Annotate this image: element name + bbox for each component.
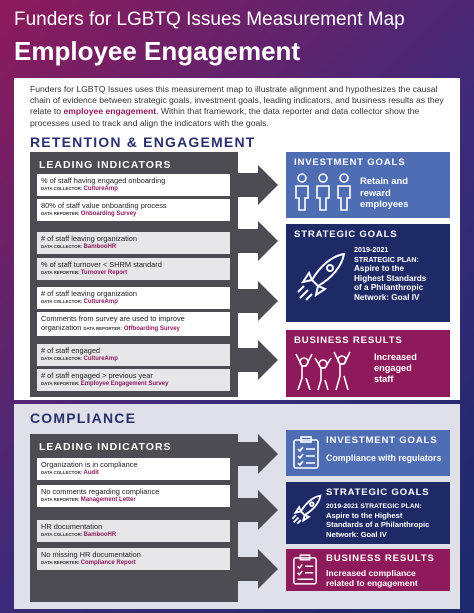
list-item: 80% of staff value onboarding process DATA REPORTER: Onboarding Survey	[37, 199, 230, 221]
investment-goals-title: INVESTMENT GOALS	[294, 157, 406, 168]
intro-paragraph: Funders for LGBTQ Issues uses this measurement map to illustrate alignment and hypothesizes the causal chain of evidence between strategic goals, investment goals, leading indicators, and business results as they relate to employee engagement. Within that framework, the data reporter and data collector show the processes used to track and align the indicators with the goals.	[30, 84, 444, 128]
celebrating-people-icon	[292, 350, 354, 392]
strategic-goals-title: STRATEGIC GOALS	[326, 487, 430, 498]
list-item: # of staff engaged DATA COLLECTOR: CultureAmp	[37, 344, 230, 366]
compliance-business-results-box	[286, 549, 450, 591]
business-results-box	[286, 330, 450, 397]
arrow-right-icon	[238, 434, 278, 474]
rocket-icon	[290, 492, 324, 526]
clipboard-check-icon	[292, 554, 318, 586]
arrow-right-icon	[238, 549, 278, 589]
investment-goals-box	[286, 152, 450, 218]
list-item: # of staff leaving organization DATA COLLECTOR: CultureAmp	[37, 287, 230, 309]
list-item: # of staff engaged > previous year DATA REPORTER: Employee Engagement Survey	[37, 369, 230, 391]
list-item: No missing HR documentation DATA REPORTER: Compliance Report	[37, 548, 230, 570]
list-item: # of staff leaving organization DATA COLLECTOR: BambooHR	[37, 232, 230, 254]
retention-section-title: RETENTION & ENGAGEMENT	[30, 134, 256, 150]
retention-panel	[14, 78, 460, 400]
arrow-right-icon	[238, 490, 278, 530]
leading-indicators-title: LEADING INDICATORS	[39, 159, 172, 171]
page-title: Funders for LGBTQ Issues Measurement Map	[14, 9, 405, 30]
rocket-icon	[294, 248, 350, 304]
compliance-panel	[14, 404, 460, 609]
business-results-title: BUSINESS RESULTS	[294, 335, 403, 346]
compliance-investment-goals-box	[286, 430, 450, 476]
arrow-right-icon	[238, 221, 278, 261]
business-results-text: Increased engaged staff	[374, 352, 417, 384]
strategic-goals-text: 2019-2021 STRATEGIC PLAN: Aspire to the Highest Standards of a Philanthropic Network: Goal IV	[326, 503, 430, 539]
checklist-icon	[292, 436, 320, 470]
arrow-right-icon	[238, 281, 278, 321]
strategic-goals-text: 2019-2021 STRATEGIC PLAN: Aspire to the Highest Standards of a Philanthropic Network: Goal IV	[354, 245, 427, 302]
business-results-title: BUSINESS RESULTS	[326, 553, 435, 564]
compliance-section-title: COMPLIANCE	[30, 410, 137, 426]
retention-leading-indicators	[30, 152, 238, 397]
arrow-right-icon	[238, 165, 278, 205]
page-subtitle: Employee Engagement	[14, 36, 301, 66]
header	[0, 0, 474, 78]
compliance-strategic-goals-box	[286, 482, 450, 544]
list-item: No comments regarding compliance DATA REPORTER: Management Letter	[37, 485, 230, 507]
compliance-leading-indicators	[30, 434, 238, 602]
investment-goals-text: Retain and reward employees	[360, 175, 409, 209]
strategic-goals-box	[286, 224, 450, 322]
intro-highlight: employee engagement	[63, 106, 157, 117]
arrow-right-icon	[238, 340, 278, 380]
list-item: % of staff turnover < SHRM standard DATA REPORTER: Turnover Report	[37, 258, 230, 280]
investment-goals-title: INVESTMENT GOALS	[326, 435, 438, 446]
leading-indicators-title: LEADING INDICATORS	[39, 441, 172, 453]
strategic-goals-title: STRATEGIC GOALS	[294, 229, 398, 240]
investment-goals-text: Compliance with regulators	[326, 453, 442, 463]
list-item: Organization is in compliance DATA COLLECTOR: Audit	[37, 458, 230, 480]
business-results-text: Increased compliance related to engagement	[326, 568, 418, 588]
list-item: % of staff having engaged onboarding DATA COLLECTOR: CultureAmp	[37, 174, 230, 196]
people-icon	[292, 172, 354, 212]
list-item: HR documentation DATA COLLECTOR: BambooHR	[37, 520, 230, 542]
list-item: Comments from survey are used to improve organization DATA REPORTER: Offboarding Survey	[37, 312, 230, 336]
